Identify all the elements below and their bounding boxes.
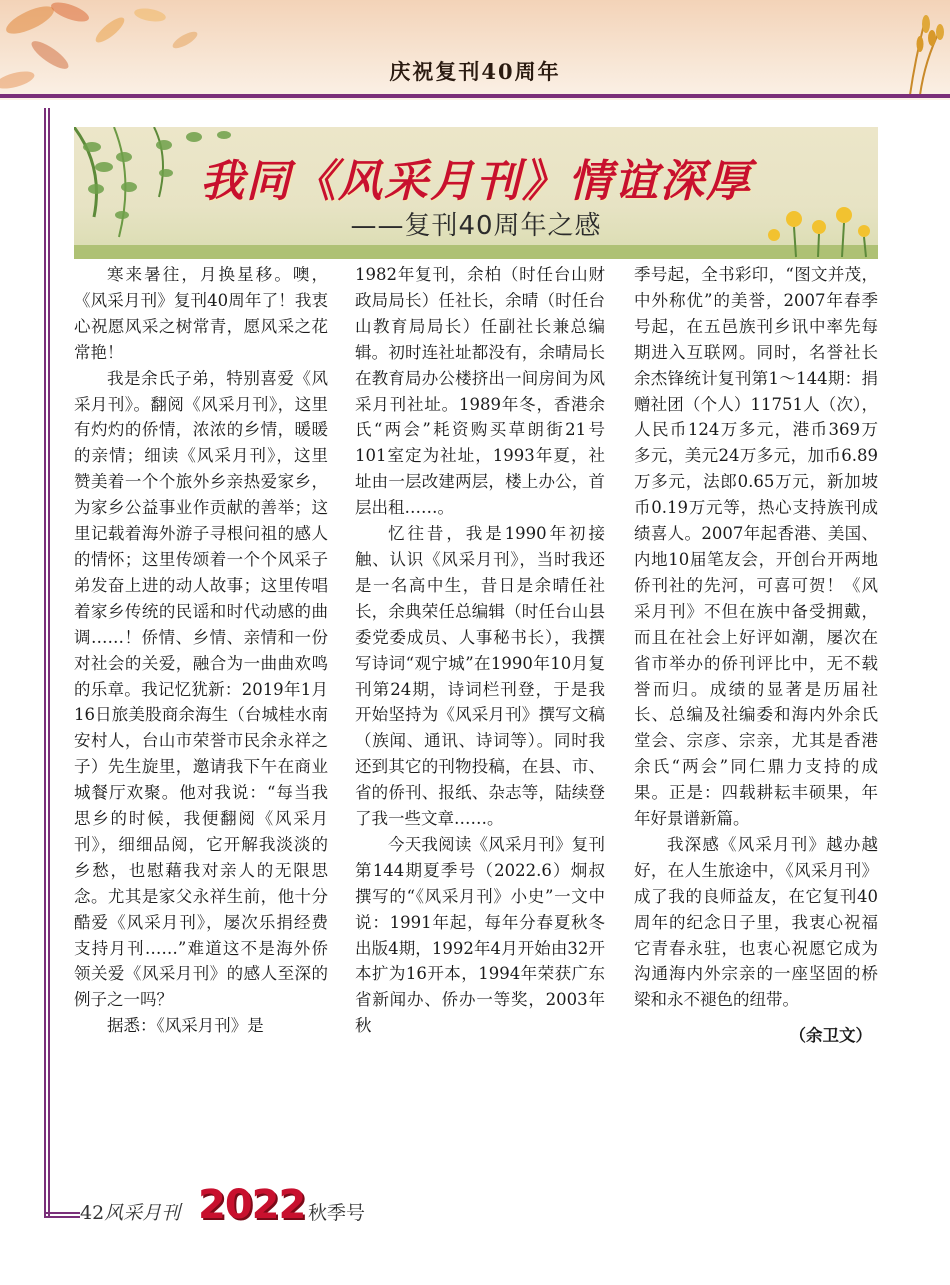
title-banner: [74, 127, 878, 259]
paragraph: 忆往昔，我是1990年初接触、认识《风采月刊》，当时我还是一名高中生，昔日是余晴任社长，余典荣任总编辑（时任台山县委党委成员、人事秘书长），我撰写诗词“观宁城”在1990年10月复刊第24期，诗词栏刊登，于是我开始坚持为《风采月刊》撰写文稿（族闻、通讯、诗词等）。同时我还到其它的刊物投稿，在县、市、省的侨刊、报纸、杂志等，陆续登了我一些文章……。: [355, 524, 605, 829]
header-band: [0, 0, 950, 100]
paragraph: 我是余氏子弟，特别喜爱《风采月刊》。翻阅《风采月刊》，这里有灼灼的侨情，浓浓的乡情，暖暖的亲情；细读《风采月刊》，这里赞美着一个个旅外乡亲热爱家乡，为家乡公益事业作贡献的善举；这里记载着海外游子寻根问祖的感人的情怀；这里传颂着一个个风采子弟发奋上进的动人故事；这里传唱着家乡传统的民谣和时代动感的曲调……！侨情、乡情、亲情和一份对社会的关爱，融合为一曲曲欢鸣的乐章。我记忆犹新：2019年1月16日旅美股商余海生（台城桂水南安村人，台山市荣誉市民余永祥之子）先生旋里，邀请我下午在商业城餐厅欢聚。他对我说：“每当我思乡的时候，我便翻阅《风采月刊》，细细品阅，它开解我淡淡的乡愁，也慰藉我对亲人的无限思念。尤其是家父永祥生前，他十分酷爱《风采月刊》，屡次乐捐经费支持月刊……”难道这不是海外侨领关爱《风采月刊》的感人至深的例子之一吗？: [74, 368, 328, 1010]
paragraph: 寒来暑往，月换星移。噢，《风采月刊》复刊40周年了！我衷心祝愿风采之树常青，愿风采之花常艳！: [74, 265, 328, 362]
paragraph: 季号起，全书彩印，“图文并茂，中外称优”的美誉，2007年春季号起，在五邑族刊乡讯中率先每期进入互联网。同时，名誉社长余杰锋统计复刊第1～144期：捐赠社团（个人）11751人（次），人民币124万多元，港币369万多元，美元24万多元，加币6.89万多元，法郎0.65万元，新加坡币0.19万元等，热心支持族刊成绩喜人。2007年起香港、美国、内地10届笔友会，开创台开两地侨刊社的先河，可喜可贺！《风采月刊》不但在族中备受拥戴，而且在社会上好评如潮，屡次在省市举办的侨刊评比中，无不载誉而归。成绩的显著是历届社长、总编及社编委和海内外余氏堂会、宗彦、宗亲，尤其是香港余氏“两会”同仁鼎力支持的成果。正是：四载耕耘丰硕果，年年好景谱新篇。: [634, 265, 878, 829]
running-head: 庆祝复刊40周年: [389, 59, 561, 84]
text-column-2: [355, 262, 605, 1039]
page-number: 42: [80, 1202, 105, 1224]
issue-year: 2022: [198, 1182, 306, 1228]
author-signature: （余卫文）: [789, 1026, 872, 1046]
text-column-3: [634, 262, 878, 1049]
article-title: 我同《风采月刊》情谊深厚: [200, 156, 752, 207]
header-divider: [0, 94, 950, 98]
left-margin-rule: [44, 108, 50, 1218]
magazine-name: 风采月刊: [104, 1202, 181, 1224]
bottom-margin-rule: [44, 1212, 80, 1218]
text-column-1: [74, 262, 328, 1039]
footer-folio: [80, 1198, 180, 1225]
paragraph: 今天我阅读《风采月刊》复刊第144期夏季号（2022.6）炯叔撰写的“《风采月刊》小史”一文中说：1991年起，每年分春夏秋冬出版4期，1992年4月开始由32开本扩为16开本，1994年荣获广东省新闻办、侨办一等奖，2003年秋: [355, 834, 605, 1036]
article-subtitle: ——复刊40周年之感: [350, 211, 602, 241]
paragraph: 据悉：《风采月刊》是: [107, 1016, 264, 1036]
issue-season: 秋季号: [308, 1202, 366, 1224]
paragraph: 我深感《风采月刊》越办越好，在人生旅途中，《风采月刊》成了我的良师益友，在它复刊40周年的纪念日子里，我衷心祝福它青春永驻，也衷心祝愿它成为沟通海内外宗亲的一座坚固的桥梁和永不褪色的纽带。: [634, 834, 878, 1010]
paragraph: 1982年复刊，余柏（时任台山财政局局长）任社长，余晴（时任台山教育局局长）任副社长兼总编辑。初时连社址都没有，余晴局长在教育局办公楼挤出一间房间为风采月刊社址。1989年冬，香港余氏“两会”耗资购买草朗街21号101室定为社址，1993年夏，社址由一层改建两层，楼上办公，首层出租……。: [355, 265, 605, 518]
